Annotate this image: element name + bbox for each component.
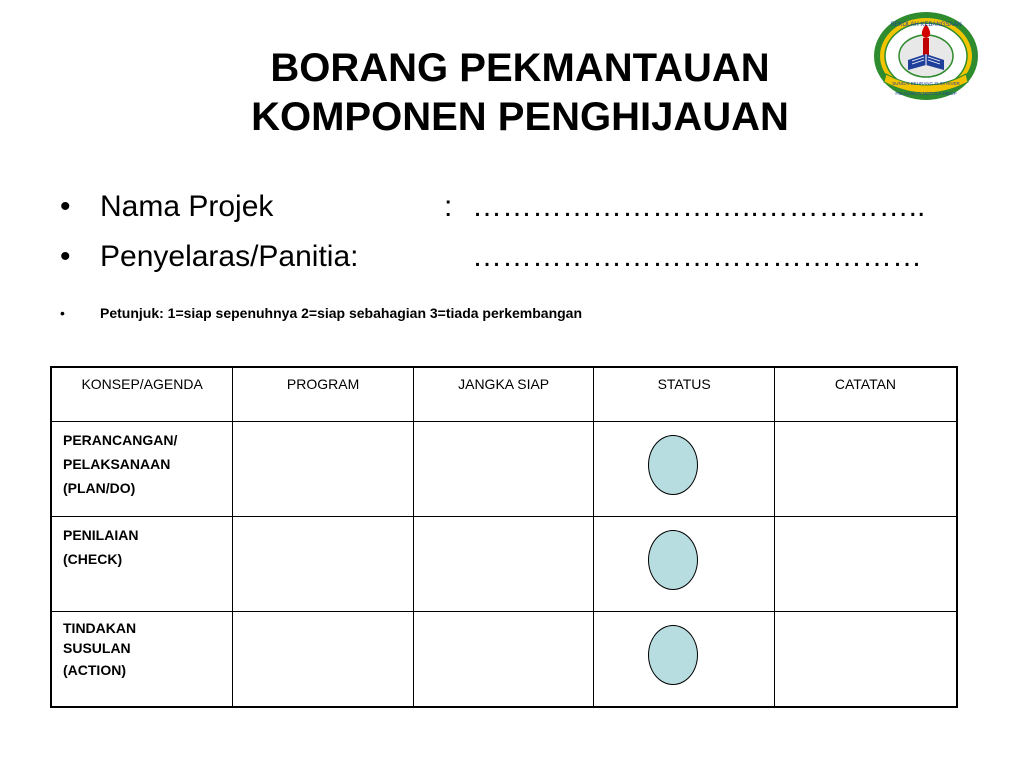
table-row <box>51 611 957 707</box>
header-notes: CATATAN <box>774 367 957 421</box>
project-name-label: Nama Projek <box>100 190 274 223</box>
table-row <box>51 421 957 516</box>
bullet: • <box>60 240 71 273</box>
program-cell[interactable] <box>233 611 414 707</box>
school-crest-icon <box>872 10 980 102</box>
row-label-line: (PLAN/DO) <box>63 479 136 496</box>
title-line-2: KOMPONEN PENGHIJAUAN <box>251 95 789 139</box>
status-oval[interactable] <box>648 625 698 685</box>
title-line-1: BORANG PEKMANTAUAN <box>270 46 770 90</box>
project-name-dots: ………………………..…………….. <box>472 190 926 223</box>
crest-text-middle: SUNGAI BEHRANG SLIM RIVER <box>892 81 960 86</box>
completion-period-cell[interactable] <box>413 421 594 516</box>
monitoring-table <box>50 366 958 708</box>
row-label-cell <box>51 421 233 516</box>
row-label-line: PENILAIAN <box>63 526 139 543</box>
status-cell <box>594 516 775 611</box>
coordinator-label: Penyelaras/Panitia: <box>100 240 359 273</box>
status-cell <box>594 421 775 516</box>
row-label-line: (CHECK) <box>63 550 123 567</box>
completion-period-cell[interactable] <box>413 611 594 707</box>
coordinator-dots: ……………………………………… <box>472 240 922 273</box>
bullet: • <box>60 190 71 223</box>
completion-period-cell[interactable] <box>413 516 594 611</box>
page-title <box>120 44 920 142</box>
row-label-line: PELAKSANAAN <box>63 455 171 472</box>
program-cell[interactable] <box>233 516 414 611</box>
notes-cell[interactable] <box>774 611 957 707</box>
hint-text: Petunjuk: 1=siap sepenuhnya 2=siap sebahagian 3=tiada perkembangan <box>100 305 583 321</box>
row-label <box>52 422 232 500</box>
status-oval[interactable] <box>648 530 698 590</box>
row-label-line: PERANCANGAN/ <box>63 431 178 448</box>
project-name-colon: : <box>444 190 453 223</box>
row-label-cell <box>51 516 233 611</box>
row-label <box>52 612 232 682</box>
row-label-cell <box>51 611 233 707</box>
status-oval[interactable] <box>648 435 698 495</box>
row-label-line: (ACTION) <box>63 661 126 678</box>
header-status: STATUS <box>594 367 775 421</box>
status-cell <box>594 611 775 707</box>
program-cell[interactable] <box>233 421 414 516</box>
row-label <box>52 517 232 571</box>
notes-cell[interactable] <box>774 421 957 516</box>
crest-text-top: SEKOLAH KEBANGSAAN <box>890 22 962 28</box>
row-label-line: TINDAKAN SUSULAN <box>63 619 137 656</box>
table-header-row <box>51 367 957 421</box>
crest-text-bottom: PELAJARAN NERACA HIDUP <box>895 91 957 96</box>
notes-cell[interactable] <box>774 516 957 611</box>
header-concept-agenda: KONSEP/AGENDA <box>51 367 233 421</box>
table-row <box>51 516 957 611</box>
header-program: PROGRAM <box>233 367 414 421</box>
header-completion-period: JANGKA SIAP <box>413 367 594 421</box>
bullet: • <box>60 305 65 321</box>
